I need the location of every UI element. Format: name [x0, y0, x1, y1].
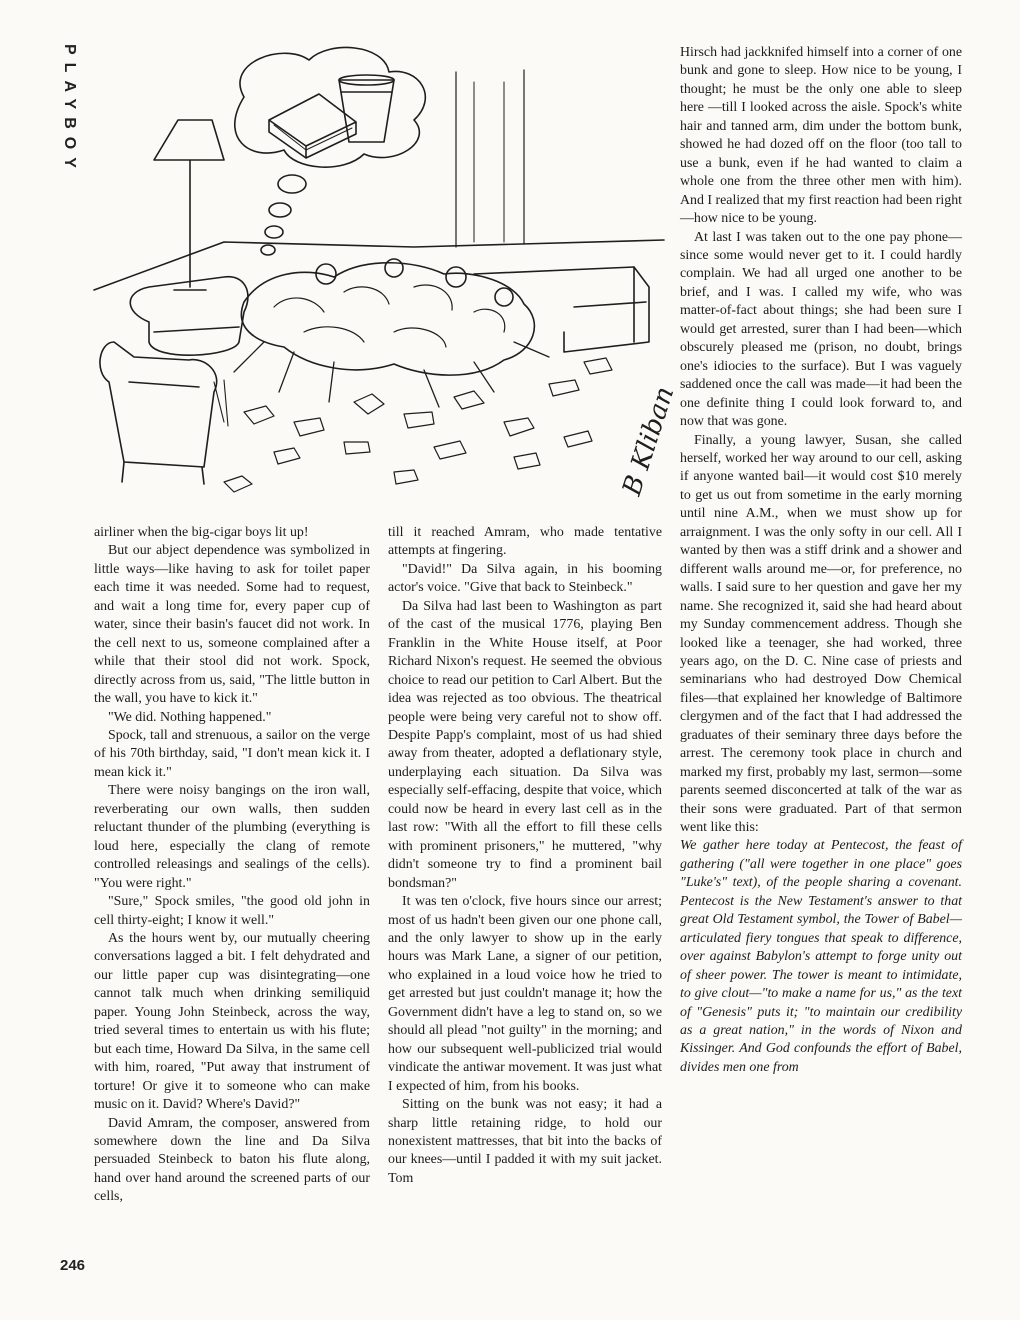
pile-of-people — [241, 263, 534, 375]
article-paragraph: It was ten o'clock, five hours since our arrest; most of us hadn't been given our one phone call, and the only lawyer to show up in the early hours was Mark Lane, a signer of our petition, who explained in a loud voice how he tried to get arrested but just couldn't manage it; how the Government didn't have a leg to stand on, so we should all plead "not guilty" in the morning; and how our subsequent well-publicized trial would vindicate the antiwar movement. It was just what I expected of him, from his books. — [388, 894, 662, 1094]
article-column-2 — [388, 524, 662, 1188]
article-paragraph: "Sure," Spock smiles, "the good old john in cell thirty-eight; I know it well." — [94, 894, 370, 928]
article-column-1 — [94, 524, 370, 1207]
sermon-quote: We gather here today at Pentecost, the feast of gathering ("all were together in one place" goes "Luke's" text), of the people sharing a covenant. Pentecost is the New Testament's answer to that great Old Testament symbol, the Tower of Babel—articulated fiery tongues that speak to difference, over against Babylon's attempt to forge unity out of sheer power. The tower is meant to intimidate, to give clout—"to make a name for us," as the text of "Genesis" puts it; "to maintain our credibility as a great nation," in the words of Nixon and Kissinger. And God confounds the effort of Babel, divides men one from — [680, 838, 962, 1075]
article-paragraph: There were noisy bangings on the iron wall, reverberating our own walls, then sudden reluctant thunder of the plumbing (everything is loud here, especially the clang of remote controlled releasings and sealings of the cells). "You were right." — [94, 783, 370, 891]
article-paragraph: Hirsch had jackknifed himself into a corner of one bunk and gone to sleep. How nice to be young, I thought; he must be the only one able to sleep here —till I looked across the aisle. Spock's white hair and tanned arm, dim under the bottom bunk, showed he had dozed off on the floor (too tall to use a bunk, even if he had wanted to claim a whole one from the three other men with him). And I realized that my first reaction had been right—how nice to be young. — [680, 45, 962, 227]
article-paragraph: Spock, tall and strenuous, a sailor on the verge of his 70th birthday, said, "I don't mean kick it. I mean kick it." — [94, 727, 370, 780]
article-paragraph: "We did. Nothing happened." — [108, 709, 272, 725]
cartoon-illustration — [94, 42, 681, 502]
glass-drawing — [339, 80, 394, 142]
sofa-right — [474, 267, 649, 352]
page-number: 246 — [60, 1257, 86, 1274]
article-paragraph: At last I was taken out to the one pay phone—since some would never get to it. I could hardly complain. We had all urged one another to be brief, and I was. I called my wife, who was matter-of-fact about things; she had been sure I would get arrested, surer than I had been—which obscurely pleased me (prison, no doubt, brings one's idiocies to the surface). But I was vaguely saddened once the call was made—it had been the one definite thing I could look forward to, and now that was gone. — [680, 229, 962, 430]
scattered-clothes — [224, 358, 612, 492]
article-paragraph: till it reached Amram, who made tentative attempts at fingering. — [388, 525, 662, 559]
armchair-front — [100, 342, 217, 467]
article-paragraph: Da Silva had last been to Washington as part of the cast of the musical 1776, playing Ben Franklin in the White House itself, at Poor Richard Nixon's request. He seemed the obvious choice to read our petition to Carl Albert. But the idea was rejected as too obvious. The theatrical people were being very careful not to show off. Despite Papp's complaint, most of us had shied away from theater, adopted a deflationary style, underplaying each situation. Da Silva was especially self-effacing, despite that voice, which could now be heard in every last cell as in the last row: "With all the effort to fill these cells with prominent prisoners," he muttered, "why didn't someone try to find a prominent bail bondsman?" — [388, 598, 662, 891]
article-paragraph: Finally, a young lawyer, Susan, she called herself, worked her way around to our cell, asking if anyone wanted bail—it would cost $10 merely to get us out from sometime in the early morning until nine A.M., when we must show up for arraignment. I was the only softy in our cell. All I wanted by then was a stiff drink and a shower and different walls around me—or, for preference, no walls. I said sure to her question and gave her my name. She recognized it, said she had heard about my Sunday commencement address. Though she looked like a teenager, she had worked, three years ago, on the D. C. Nine case of priests and seminarians who had destroyed Dow Chemical files—that explained her knowledge of Baltimore clergymen and of the fact that I had addressed the graduates of their seminary three days before the arrest. The ceremony took place in church and marked my first, probably my last, sermon—some parents seemed disconcerted at talk of the war as their sons were graduated. Part of that sermon went like this: — [680, 432, 962, 836]
article-paragraph: airliner when the big-cigar boys lit up! — [94, 525, 309, 540]
article-paragraph: As the hours went by, our mutually cheering conversations lagged a bit. I felt dehydrated and our little paper cup was disintegrating—one cannot talk much when drinking semiliquid paper. Young John Steinbeck, across the way, tried several times to entertain us with his flute; but each time, Howard Da Silva, in the same cell with him, roared, "Put away that instrument of torture! Or give it to someone who can make music on it. David? Where's David?" — [94, 930, 370, 1113]
magazine-title: PLAYBOY — [61, 44, 78, 176]
article-column-3 — [680, 44, 962, 1077]
article-paragraph: "David!" Da Silva again, in his booming actor's voice. "Give that back to Steinbeck." — [388, 561, 662, 596]
article-paragraph: But our abject dependence was symbolized in little ways—like having to ask for toilet paper each time it was needed. Some had to request, and wait a long time for, every paper cup of water, since their basin's faucet did not work. In the cell next to us, someone complained after a while that their stool did not work. Spock, directly across from us, said, "The little button in the wall, you have to kick it." — [94, 543, 370, 707]
article-paragraph: David Amram, the composer, answered from somewhere down the line and Da Silva persuaded Steinbeck to baton his flute along, hand over hand around the screened parts of our cells, — [94, 1115, 370, 1205]
artist-signature: B Kliban — [617, 383, 681, 500]
article-paragraph: Sitting on the bunk was not easy; it had a sharp little retaining ridge, to hold our nonexistent mattresses, that bit into the backs of our knees—until I padded it with my suit jacket. Tom — [388, 1097, 662, 1186]
thought-cloud — [235, 48, 426, 168]
armchair-left — [130, 277, 248, 356]
